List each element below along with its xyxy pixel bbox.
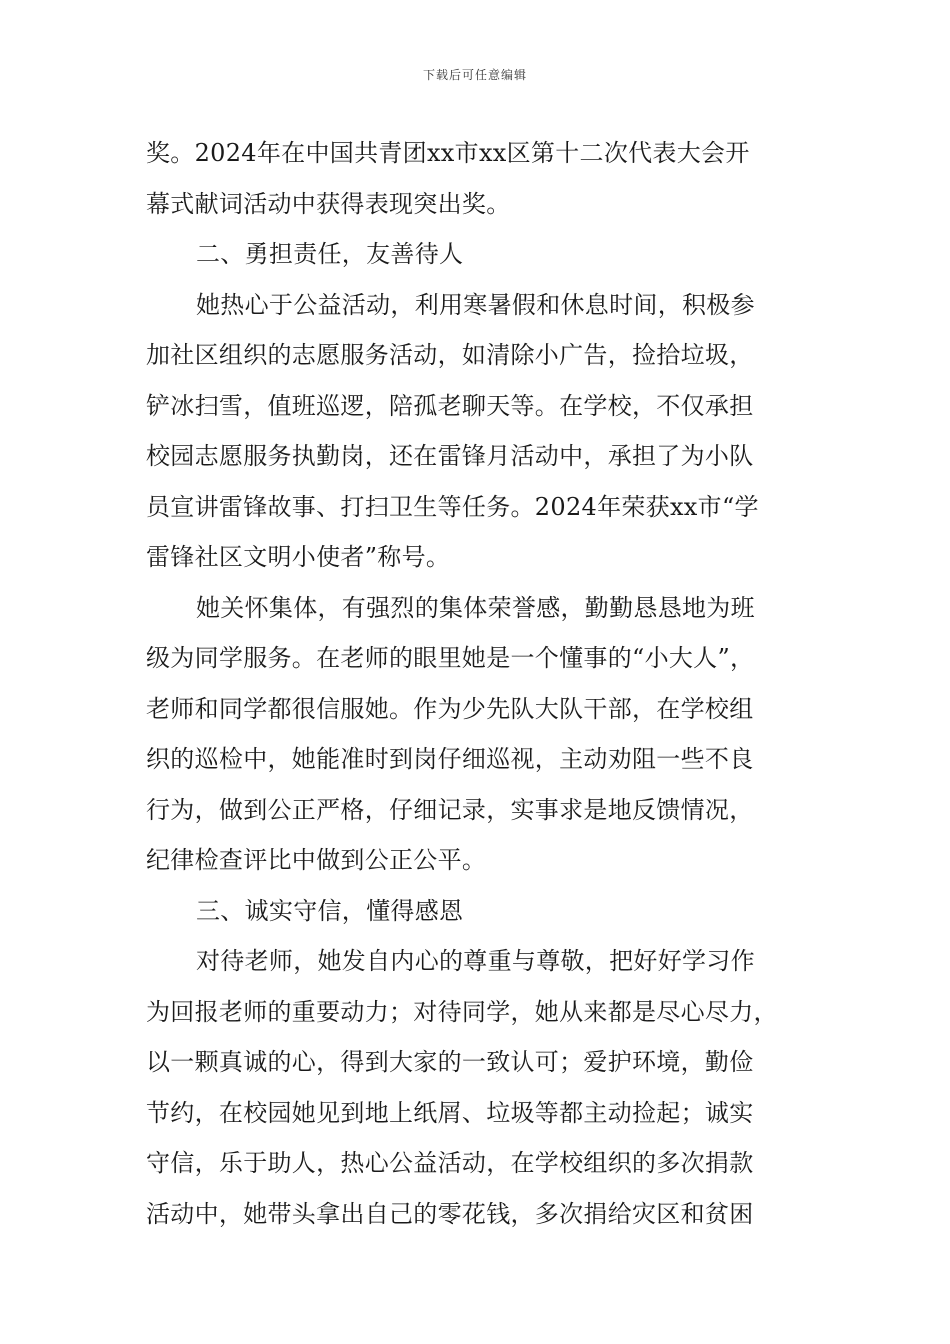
text-line: 行为，做到公正严格，仔细记录，实事求是地反馈情况， [146,795,754,824]
text-line: 级为同学服务。在老师的眼里她是一个懂事的“小大人”， [146,644,755,672]
text-line: 她关怀集体，有强烈的集体荣誉感，勤勤恳恳地为班 [196,593,755,622]
text-line: 织的巡检中，她能准时到岗仔细巡视，主动劝阻一些不良 [146,745,754,773]
text-line: 纪律检查评比中做到公正公平。 [146,846,487,874]
text-line: 守信，乐于助人，热心公益活动，在学校组织的多次捐款 [146,1149,754,1177]
text-line: 节约，在校园她见到地上纸屑、垃圾等都主动捡起；诚实 [146,1098,754,1127]
text-line: 奖。2024年在中国共青团xx市xx区第十二次代表大会开 [146,139,750,167]
text-line: 雷锋社区文明小使者”称号。 [146,543,451,571]
text-line: 铲冰扫雪，值班巡逻，陪孤老聊天等。在学校，不仅承担 [146,391,754,420]
text-line: 二、勇担责任，友善待人 [196,240,464,268]
text-line: 老师和同学都很信服她。作为少先队大队干部，在学校组 [146,694,754,723]
text-line: 校园志愿服务执勤岗，还在雷锋月活动中，承担了为小队 [146,442,754,470]
document-body [146,128,806,1239]
text-line: 活动中，她带头拿出自己的零花钱，多次捐给灾区和贫困 [146,1199,754,1228]
text-line: 三、诚实守信，懂得感恩 [196,896,464,925]
text-line: 以一颗真诚的心，得到大家的一致认可；爱护环境，勤俭 [146,1048,754,1076]
page-header: 下载后可任意编辑 [422,68,527,82]
text-line: 对待老师，她发自内心的尊重与尊敬，把好好学习作 [196,947,755,975]
text-line: 加社区组织的志愿服务活动，如清除小广告，捡拾垃圾， [146,341,754,369]
text-line: 为回报老师的重要动力；对待同学，她从来都是尽心尽力， [146,997,778,1026]
text-line: 幕式献词活动中获得表现突出奖。 [146,189,511,218]
text-line: 她热心于公益活动，利用寒暑假和休息时间，积极参 [196,290,755,319]
text-line: 员宣讲雷锋故事、打扫卫生等任务。2024年荣获xx市“学 [146,492,759,521]
